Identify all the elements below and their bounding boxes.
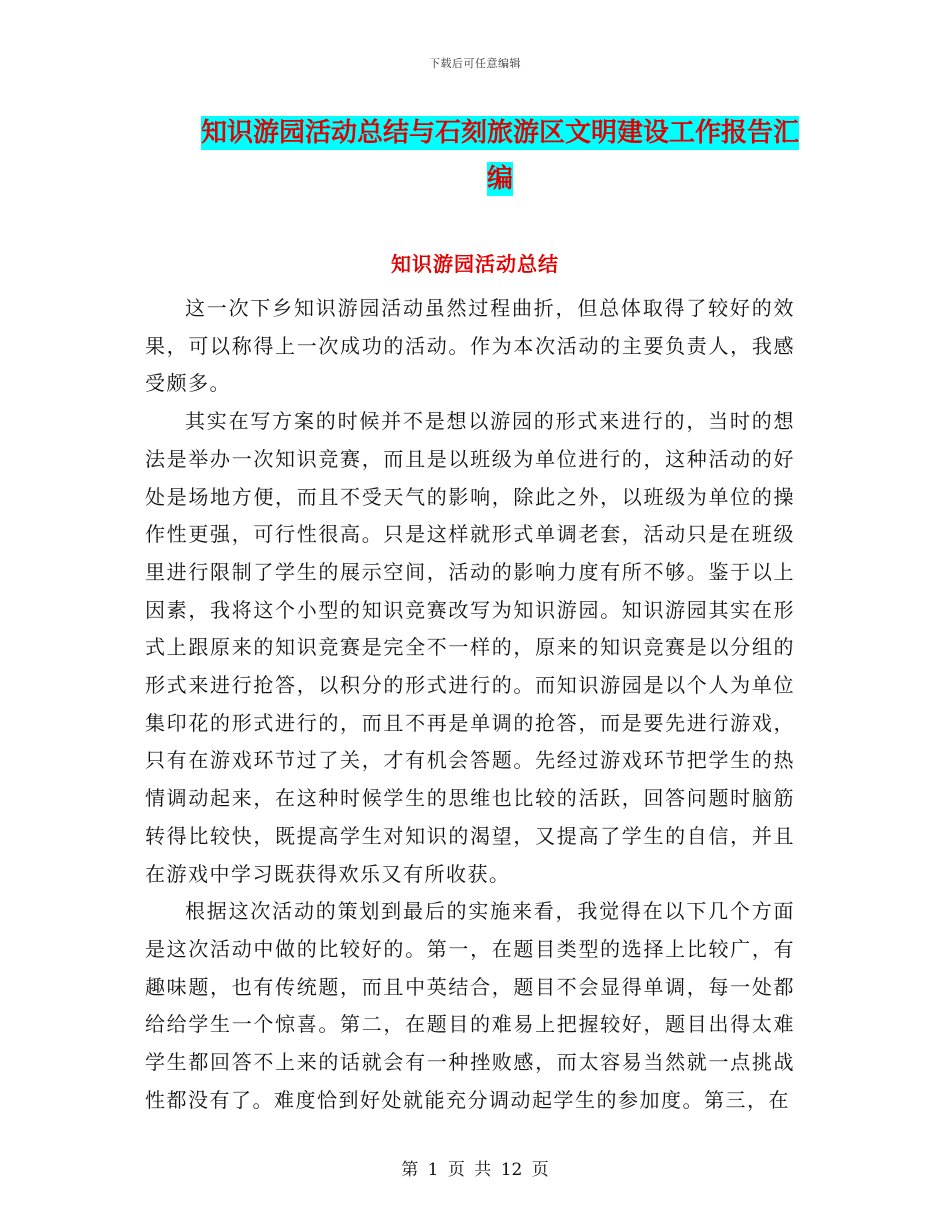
document-title-text: 知识游园活动总结与石刻旅游区文明建设工作报告汇编: [200, 118, 799, 194]
body-paragraph: 这一次下乡知识游园活动虽然过程曲折，但总体取得了较好的效果，可以称得上一次成功的活动。作为本次活动的主要负责人，我感受颇多。: [145, 296, 795, 396]
section-heading: 知识游园活动总结: [391, 252, 559, 276]
body-paragraph: 根据这次活动的策划到最后的实施来看，我觉得在以下几个方面是这次活动中做的比较好的。第一，在题目类型的选择上比较广，有趣味题，也有传统题，而且中英结合，题目不会显得单调，每一处都给给学生一个惊喜。第二，在题目的难易上把握较好，题目出得太难学生都回答不上来的话就会有一种挫败感，而太容易当然就一点挑战性都没有了。难度恰到好处就能充分调动起学生的参加度。第三，在: [145, 899, 795, 1112]
body-paragraph: 其实在写方案的时候并不是想以游园的形式来进行的，当时的想法是举办一次知识竞赛，而且是以班级为单位进行的，这种活动的好处是场地方便，而且不受天气的影响，除此之外，以班级为单位的操作性更强，可行性很高。只是这样就形式单调老套，活动只是在班级里进行限制了学生的展示空间，活动的影响力度有所不够。鉴于以上因素，我将这个小型的知识竞赛改写为知识游园。知识游园其实在形式上跟原来的知识竞赛是完全不一样的，原来的知识竞赛是以分组的形式来进行抢答，以积分的形式进行的。而知识游园是以个人为单位集印花的形式进行的，而且不再是单调的抢答，而是要先进行游戏，只有在游戏环节过了关，才有机会答题。先经过游戏环节把学生的热情调动起来，在这种时候学生的思维也比较的活跃，回答问题时脑筋转得比较快，既提高学生对知识的渴望，又提高了学生的自信，并且在游戏中学习既获得欢乐又有所收获。: [145, 409, 795, 886]
page-number-footer: 第 1 页 共 12 页: [401, 1160, 549, 1180]
document-body: [145, 290, 795, 1119]
page-header-note: 下载后可任意编辑: [429, 57, 521, 70]
document-title: [195, 110, 805, 202]
